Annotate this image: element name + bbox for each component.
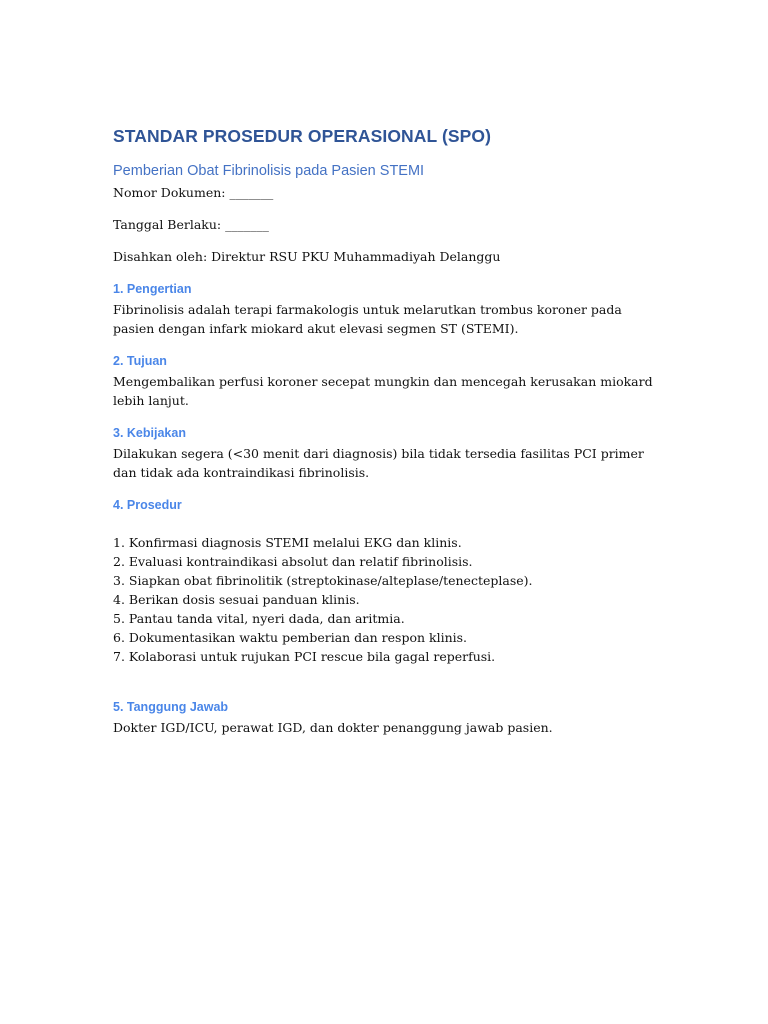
procedure-step: 2. Evaluasi kontraindikasi absolut dan relatif fibrinolisis. bbox=[113, 554, 473, 569]
procedure-step: 7. Kolaborasi untuk rujukan PCI rescue bila gagal reperfusi. bbox=[113, 649, 496, 664]
section-body-pengertian: Fibrinolisis adalah terapi farmakologis untuk melarutkan trombus koroner pada pasien dengan infark miokard akut elevasi segmen ST (STEMI). bbox=[113, 302, 622, 336]
section-body-tujuan: Mengembalikan perfusi koroner secepat mungkin dan mencegah kerusakan miokard lebih lanjut. bbox=[113, 374, 653, 408]
section-heading-kebijakan: 3. Kebijakan bbox=[113, 426, 186, 440]
approved-by: Disahkan oleh: Direktur RSU PKU Muhammadiyah Delanggu bbox=[113, 249, 501, 264]
procedure-step: 5. Pantau tanda vital, nyeri dada, dan aritmia. bbox=[113, 611, 405, 626]
document-title: STANDAR PROSEDUR OPERASIONAL (SPO) bbox=[113, 126, 492, 146]
section-heading-pengertian: 1. Pengertian bbox=[113, 282, 192, 296]
procedure-step: 3. Siapkan obat fibrinolitik (streptokinase/alteplase/tenecteplase). bbox=[113, 573, 533, 588]
section-heading-tanggung-jawab: 5. Tanggung Jawab bbox=[113, 700, 229, 714]
effective-date: Tanggal Berlaku: _______ bbox=[113, 217, 269, 232]
procedure-step: 1. Konfirmasi diagnosis STEMI melalui EKG dan klinis. bbox=[113, 535, 462, 550]
document-subtitle: Pemberian Obat Fibrinolisis pada Pasien STEMI bbox=[113, 163, 425, 179]
section-body-kebijakan: Dilakukan segera (<30 menit dari diagnosis) bila tidak tersedia fasilitas PCI primer dan tidak ada kontraindikasi fibrinolisis. bbox=[113, 446, 644, 480]
procedure-step: 6. Dokumentasikan waktu pemberian dan respon klinis. bbox=[113, 630, 468, 645]
document-number: Nomor Dokumen: _______ bbox=[113, 185, 274, 200]
section-body-tanggung-jawab: Dokter IGD/ICU, perawat IGD, dan dokter penanggung jawab pasien. bbox=[113, 720, 553, 735]
section-heading-prosedur: 4. Prosedur bbox=[113, 498, 182, 512]
procedure-steps-list bbox=[113, 533, 668, 666]
section-heading-tujuan: 2. Tujuan bbox=[113, 354, 167, 368]
procedure-step: 4. Berikan dosis sesuai panduan klinis. bbox=[113, 592, 360, 607]
